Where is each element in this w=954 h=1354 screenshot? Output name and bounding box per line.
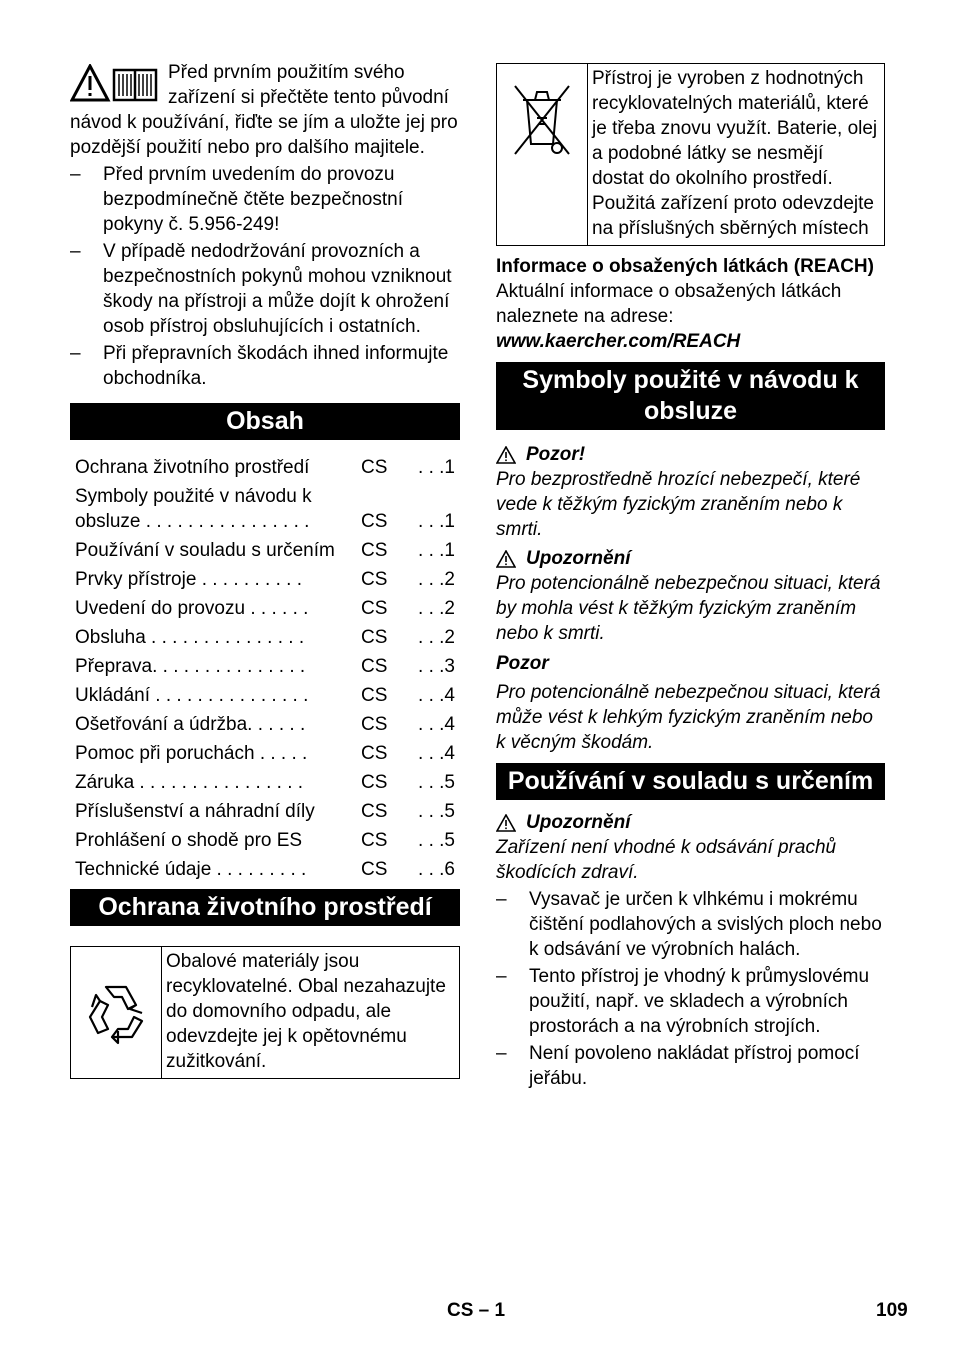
toc-title: Ochrana životního prostředí bbox=[75, 457, 310, 478]
list-item-text: Při přepravních škodách ihned informujte obchodníka. bbox=[103, 343, 449, 389]
symbols-heading: Symboly použité v návodu k obsluze bbox=[496, 362, 885, 430]
toc-page: . . .5 bbox=[418, 772, 455, 793]
toc-page: . . .1 bbox=[418, 511, 455, 532]
recycling-box-text: Přístroj je vyroben z hodnotných recyklovatelných materiálů, které je třeba znovu využít. Baterie, olej a podobné látky se nesmějí dostat do okolního prostředí. Použitá zařízení proto odevzdejte na příslušných sběrných místech bbox=[592, 68, 878, 239]
list-item-text: V případě nedodržování provozních a bezpečnostních pokynů mohou vzniknout škody na přístroji a může dojít k ohrožení osob přístroj obsluhujících i ostatních. bbox=[103, 241, 452, 337]
warning-text: Pro potencionálně nebezpečnou situaci, která by mohla vést k těžkým fyzickým zraněním nebo k smrti. bbox=[496, 573, 881, 644]
toc-row[interactable] bbox=[70, 483, 460, 535]
footer-section-page: CS – 1 bbox=[447, 1300, 506, 1321]
list-item bbox=[70, 341, 460, 391]
toc-lang: CS bbox=[361, 830, 388, 851]
manual-book-icon bbox=[114, 70, 156, 100]
list-item-text: Vysavač je určen k vlhkému i mokrému čištění podlahových a svislých ploch nebo k odsávání ve výrobních halách. bbox=[529, 889, 882, 960]
toc-row[interactable] bbox=[70, 566, 460, 593]
danger-text: Pro bezprostředně hrozící nebezpečí, které vede k těžkým fyzickým zraněním nebo k smrti. bbox=[496, 469, 861, 540]
toc-lang: CS bbox=[361, 772, 388, 793]
danger-label: Pozor! bbox=[526, 444, 586, 465]
toc-title: Záruka . . . . . . . . . . . . . . . . bbox=[75, 772, 304, 793]
list-item bbox=[70, 162, 460, 237]
table-of-contents bbox=[70, 454, 460, 883]
toc-title: Ukládání . . . . . . . . . . . . . . . bbox=[75, 685, 309, 706]
dash-marker: – bbox=[496, 966, 507, 987]
toc-title: Symboly použité v návodu k obsluze . . . . . . . . . . . . . . . . bbox=[75, 486, 312, 532]
dash-marker: – bbox=[70, 241, 81, 262]
toc-title: Pomoc při poruchách . . . . . bbox=[75, 743, 308, 764]
warning-icon bbox=[70, 64, 160, 104]
recycle-icon bbox=[78, 975, 154, 1051]
toc-row[interactable] bbox=[70, 711, 460, 738]
toc-page: . . .4 bbox=[418, 714, 455, 735]
toc-page: . . .1 bbox=[418, 457, 455, 478]
toc-page: . . .1 bbox=[418, 540, 455, 561]
list-item-text: Tento přístroj je vhodný k průmyslovému použití, např. ve skladech a výrobních prostorách a na výrobních strojích. bbox=[529, 966, 870, 1037]
toc-title: Ošetřování a údržba. . . . . . bbox=[75, 714, 306, 735]
reach-heading: Informace o obsažených látkách (REACH) bbox=[496, 256, 874, 277]
use-heading: Používání v souladu s určením bbox=[496, 763, 885, 800]
list-item bbox=[496, 887, 885, 962]
toc-row[interactable] bbox=[70, 595, 460, 622]
toc-row[interactable] bbox=[70, 682, 460, 709]
toc-title: Používání v souladu s určením bbox=[75, 540, 335, 561]
intro-section bbox=[70, 60, 460, 160]
warning-label-row bbox=[496, 546, 885, 571]
toc-lang: CS bbox=[361, 598, 388, 619]
toc-lang: CS bbox=[361, 685, 388, 706]
recycling-box bbox=[496, 63, 885, 246]
list-item bbox=[496, 1041, 885, 1091]
toc-row[interactable] bbox=[70, 740, 460, 767]
toc-heading: Obsah bbox=[70, 403, 460, 440]
caution-text: Pro potencionálně nebezpečnou situaci, která může vést k lehkým fyzickým zraněním nebo k věcným škodám. bbox=[496, 682, 881, 753]
toc-row[interactable] bbox=[70, 827, 460, 854]
toc-row[interactable] bbox=[70, 653, 460, 680]
danger-label-row bbox=[496, 442, 885, 467]
toc-page: . . .6 bbox=[418, 859, 455, 880]
toc-row[interactable] bbox=[70, 856, 460, 883]
list-item-text: Před prvním uvedením do provozu bezpodmínečně čtěte bezpečnostní pokyny č. 5.956-249! bbox=[103, 164, 403, 235]
toc-page: . . .5 bbox=[418, 801, 455, 822]
warning-icon bbox=[496, 550, 516, 568]
toc-lang: CS bbox=[361, 627, 388, 648]
toc-lang: CS bbox=[361, 540, 388, 561]
crossed-bin-icon-cell bbox=[497, 64, 588, 245]
toc-lang: CS bbox=[361, 714, 388, 735]
toc-page: . . .4 bbox=[418, 743, 455, 764]
toc-row[interactable] bbox=[70, 454, 460, 481]
toc-title: Technické údaje . . . . . . . . . bbox=[75, 859, 307, 880]
reach-link[interactable]: www.kaercher.com/REACH bbox=[496, 331, 741, 352]
toc-page: . . .2 bbox=[418, 627, 455, 648]
recycle-icon-cell bbox=[71, 947, 162, 1078]
footer-page-number: 109 bbox=[876, 1300, 908, 1321]
dash-marker: – bbox=[70, 164, 81, 185]
dash-marker: – bbox=[496, 1043, 507, 1064]
toc-lang: CS bbox=[361, 801, 388, 822]
intro-icons bbox=[70, 64, 160, 108]
toc-lang: CS bbox=[361, 457, 388, 478]
toc-row[interactable] bbox=[70, 769, 460, 796]
environment-box bbox=[70, 946, 460, 1079]
toc-title: Prvky přístroje . . . . . . . . . . bbox=[75, 569, 302, 590]
toc-page: . . .2 bbox=[418, 598, 455, 619]
environment-heading: Ochrana životního prostředí bbox=[70, 889, 460, 926]
reach-text: Aktuální informace o obsažených látkách naleznete na adrese: bbox=[496, 281, 842, 327]
warning-icon bbox=[496, 446, 516, 464]
warning-label: Upozornění bbox=[526, 548, 631, 569]
dash-marker: – bbox=[496, 889, 507, 910]
toc-title: Příslušenství a náhradní díly bbox=[75, 801, 315, 822]
right-column bbox=[496, 63, 885, 1091]
toc-title: Uvedení do provozu . . . . . . bbox=[75, 598, 309, 619]
toc-lang: CS bbox=[361, 569, 388, 590]
toc-page: . . .2 bbox=[418, 569, 455, 590]
toc-title: Prohlášení o shodě pro ES bbox=[75, 830, 303, 851]
intro-text: Před prvním použitím svého zařízení si přečtěte tento původní návod k používání, řiďte se jím a uložte jej pro pozdější použití nebo pro dalšího majitele. bbox=[70, 62, 458, 158]
use-warning-text: Zařízení není vhodné k odsávání prachů škodících zdraví. bbox=[496, 837, 837, 883]
crossed-bin-icon bbox=[509, 78, 575, 158]
list-item bbox=[496, 964, 885, 1039]
list-item-text: Není povoleno nakládat přístroj pomocí jeřábu. bbox=[529, 1043, 860, 1089]
toc-title: Obsluha . . . . . . . . . . . . . . . bbox=[75, 627, 305, 648]
list-item bbox=[70, 239, 460, 339]
toc-lang: CS bbox=[361, 859, 388, 880]
toc-row[interactable] bbox=[70, 537, 460, 564]
toc-page: . . .4 bbox=[418, 685, 455, 706]
toc-lang: CS bbox=[361, 511, 388, 532]
dash-marker: – bbox=[70, 343, 81, 364]
toc-row[interactable] bbox=[70, 624, 460, 651]
warning-icon bbox=[496, 814, 516, 832]
use-warning-label-row bbox=[496, 810, 885, 835]
toc-page: . . .3 bbox=[418, 656, 455, 677]
left-column bbox=[70, 60, 460, 1079]
toc-title: Přeprava. . . . . . . . . . . . . . . bbox=[75, 656, 306, 677]
toc-lang: CS bbox=[361, 656, 388, 677]
caution-label: Pozor bbox=[496, 653, 549, 674]
toc-page: . . .5 bbox=[418, 830, 455, 851]
use-warning-label: Upozornění bbox=[526, 812, 631, 833]
environment-box-text: Obalové materiály jsou recyklovatelné. Obal nezahazujte do domovního odpadu, ale odevzdejte jej k opětovnému zužitkování. bbox=[166, 951, 446, 1072]
toc-row[interactable] bbox=[70, 798, 460, 825]
toc-lang: CS bbox=[361, 743, 388, 764]
